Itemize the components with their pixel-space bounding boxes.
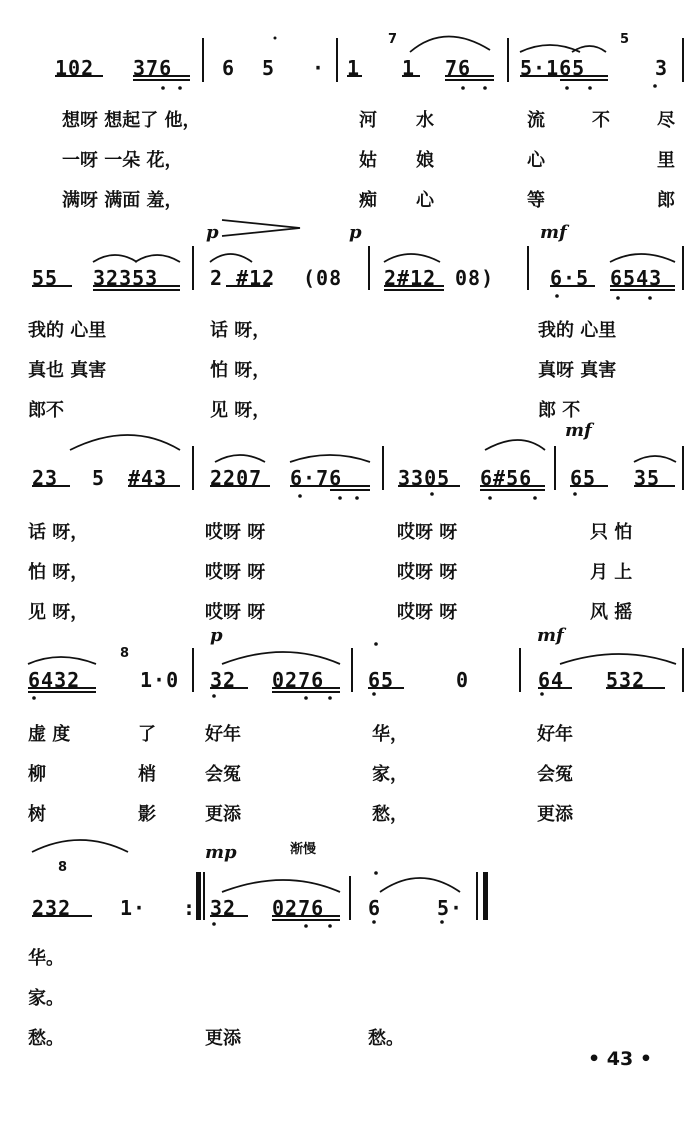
jianpu-number: 102 <box>55 56 95 80</box>
dynamic-mark: p <box>349 222 362 243</box>
lyric-text: 郎 不 <box>538 400 581 421</box>
jianpu-number: 55 <box>32 266 59 290</box>
lyric-text: 不 <box>592 110 610 131</box>
lyric-text: 好年 <box>205 724 241 745</box>
lyric-text: 更添 <box>205 804 241 825</box>
lyric-text: 我的 心里 <box>28 320 107 341</box>
lyric-text: 姑 <box>359 150 377 171</box>
jianpu-number: 2207 <box>210 466 263 490</box>
jianpu-number: 0276 <box>272 896 325 920</box>
jianpu-number: 1·0 <box>140 668 180 692</box>
lyric-text: 哎呀 呀 <box>397 522 458 543</box>
lyric-text: 郎 <box>657 190 675 211</box>
grace-note: 8 <box>120 646 130 661</box>
lyric-text: 想呀 想起了 他， <box>62 110 201 131</box>
lyric-text: 哎呀 呀 <box>205 522 266 543</box>
dynamic-mark: p <box>210 625 223 646</box>
jianpu-number: #43 <box>128 466 168 490</box>
jianpu-number: 232 <box>32 896 72 920</box>
dynamic-mark: mf <box>565 420 592 441</box>
jianpu-number: (08 <box>303 266 343 290</box>
jianpu-number: 32353 <box>93 266 159 290</box>
grace-note: 5 <box>620 32 630 47</box>
jianpu-number: 6432 <box>28 668 81 692</box>
jianpu-number: 0276 <box>272 668 325 692</box>
lyric-text: 家， <box>372 764 408 785</box>
jianpu-number: : <box>183 896 197 920</box>
lyric-text: 河 <box>359 110 377 131</box>
jianpu-number: 2#12 <box>384 266 437 290</box>
lyric-text: 哎呀 呀 <box>397 562 458 583</box>
jianpu-number: 5· <box>437 896 464 920</box>
lyric-text: 风 摇 <box>590 602 633 623</box>
lyric-text: 心 <box>416 190 434 211</box>
jianpu-number: 532 <box>606 668 646 692</box>
lyric-text: 更添 <box>205 1028 241 1049</box>
lyric-text: 好年 <box>537 724 573 745</box>
lyric-text: 尽 <box>657 110 675 131</box>
dynamic-mark: mf <box>537 625 564 646</box>
lyric-text: 怕 呀， <box>28 562 89 583</box>
lyric-text: 话 呀， <box>28 522 89 543</box>
lyric-text: 哎呀 呀 <box>205 562 266 583</box>
lyric-text: 话 呀， <box>210 320 271 341</box>
lyric-text: 影 <box>138 804 156 825</box>
jianpu-number: 3305 <box>398 466 451 490</box>
jianpu-number: 65 <box>570 466 597 490</box>
lyric-text: 真也 真害 <box>28 360 107 381</box>
lyric-text: 只 怕 <box>590 522 633 543</box>
jianpu-number: 2 #12 <box>210 266 276 290</box>
jianpu-number: 6 <box>222 56 236 80</box>
lyric-text: 家。 <box>28 988 64 1009</box>
jianpu-number: · <box>312 56 326 80</box>
dynamic-mark: mp <box>205 842 237 863</box>
lyric-text: 真呀 真害 <box>538 360 617 381</box>
lyric-text: 愁。 <box>28 1028 64 1049</box>
jianpu-number: 3 <box>655 56 669 80</box>
page-number: • 43 • <box>588 1048 652 1070</box>
jianpu-number: 6 <box>368 896 382 920</box>
lyric-text: 哎呀 呀 <box>397 602 458 623</box>
lyric-text: 里 <box>657 150 675 171</box>
jianpu-number: 6·76 <box>290 466 343 490</box>
lyric-text: 见 呀， <box>210 400 271 421</box>
jianpu-number: 1 <box>347 56 361 80</box>
jianpu-number: 65 <box>368 668 395 692</box>
jianpu-number: 6#56 <box>480 466 533 490</box>
lyric-text: 华。 <box>28 948 64 969</box>
lyric-text: 我的 心里 <box>538 320 617 341</box>
lyric-text: 华， <box>372 724 408 745</box>
jianpu-number: 64 <box>538 668 565 692</box>
lyric-text: 娘 <box>416 150 434 171</box>
lyric-text: 等 <box>527 190 545 211</box>
grace-note: 7 <box>388 32 398 47</box>
jianpu-number: 32 <box>210 668 237 692</box>
jianpu-number: 5 <box>92 466 106 490</box>
lyric-text: 愁。 <box>368 1028 404 1049</box>
jianpu-number: 6543 <box>610 266 663 290</box>
lyric-text: 梢 <box>138 764 156 785</box>
lyric-text: 了 <box>138 724 156 745</box>
lyric-text: 怕 呀， <box>210 360 271 381</box>
grace-note: 8 <box>58 860 68 875</box>
jianpu-number: 6·5 <box>550 266 590 290</box>
jianpu-number: 35 <box>634 466 661 490</box>
lyric-text: 柳 <box>28 764 46 785</box>
lyric-text: 流 <box>527 110 545 131</box>
tempo-mark: 渐慢 <box>290 842 317 857</box>
lyric-text: 月 上 <box>590 562 633 583</box>
jianpu-number: 23 <box>32 466 59 490</box>
lyric-text: 哎呀 呀 <box>205 602 266 623</box>
lyric-text: 水 <box>416 110 434 131</box>
lyric-text: 心 <box>527 150 545 171</box>
lyric-text: 痴 <box>359 190 377 211</box>
jianpu-number: 5 <box>262 56 276 80</box>
jianpu-number: 1· <box>120 896 147 920</box>
lyric-text: 虚 度 <box>28 724 71 745</box>
dynamic-mark: p <box>206 222 219 243</box>
lyric-text: 树 <box>28 804 46 825</box>
jianpu-number: 376 <box>133 56 173 80</box>
lyric-text: 愁， <box>372 804 408 825</box>
jianpu-number: 32 <box>210 896 237 920</box>
jianpu-number: 1 <box>402 56 416 80</box>
lyric-text: 见 呀， <box>28 602 89 623</box>
dynamic-mark: mf <box>540 222 567 243</box>
lyric-text: 郎不 <box>28 400 64 421</box>
jianpu-number: 08) <box>455 266 495 290</box>
lyric-text: 会冤 <box>537 764 573 785</box>
jianpu-number: 5·165 <box>520 56 586 80</box>
lyric-text: 会冤 <box>205 764 241 785</box>
lyric-text: 一呀 一朵 花， <box>62 150 183 171</box>
jianpu-number: 76 <box>445 56 472 80</box>
lyric-text: 满呀 满面 羞， <box>62 190 183 211</box>
jianpu-number: 0 <box>456 668 470 692</box>
lyric-text: 更添 <box>537 804 573 825</box>
